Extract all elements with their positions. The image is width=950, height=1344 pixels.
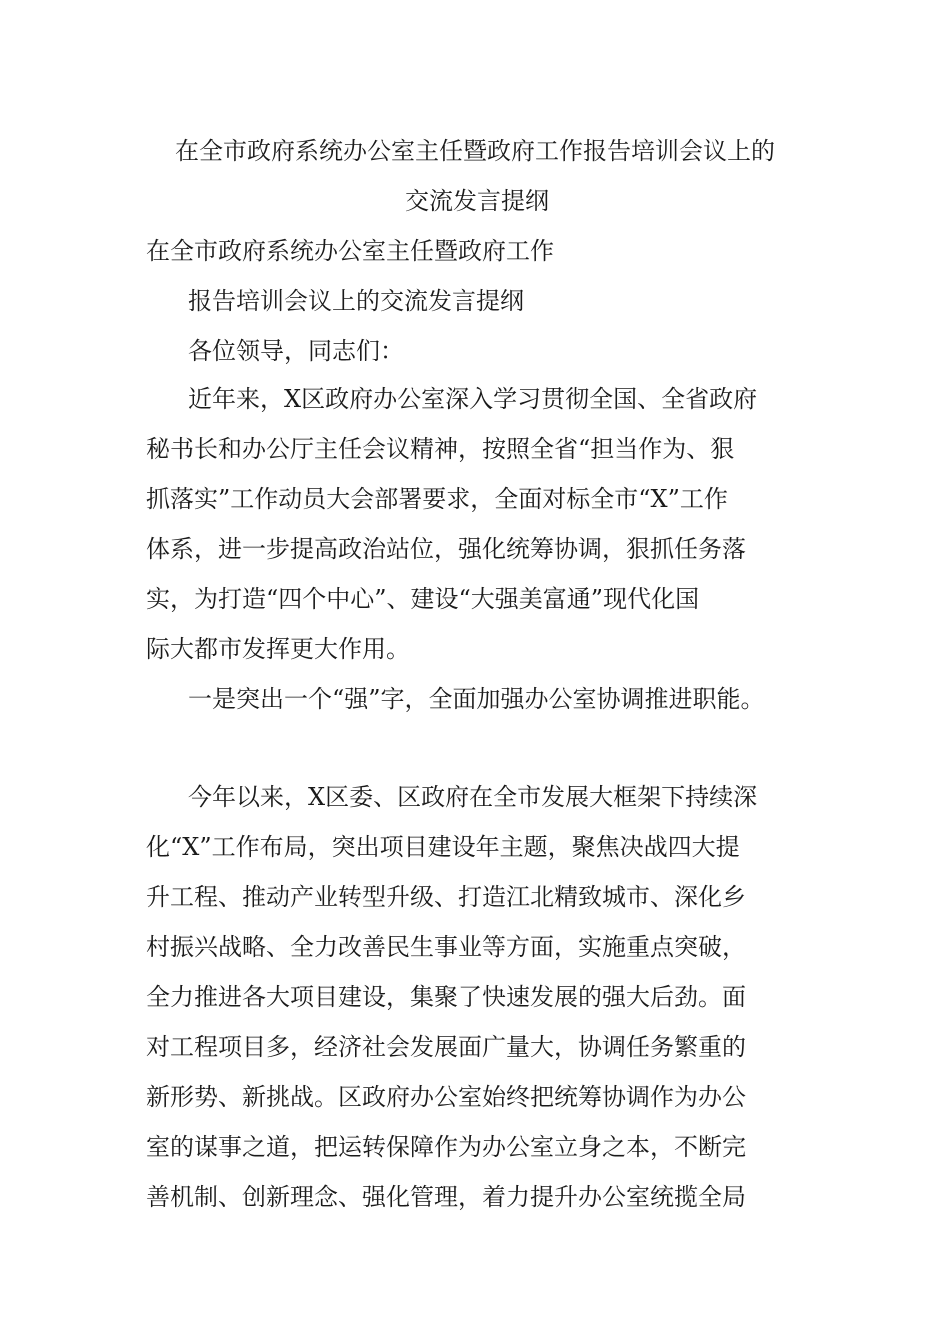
subtitle-line-1: 在全市政府系统办公室主任暨政府工作 [146,237,554,265]
paragraph-2-line: 化“X”工作布局，突出项目建设年主题，聚焦决战四大提 [146,833,740,861]
paragraph-1-line: 抓落实”工作动员大会部署要求，全面对标全市“X”工作 [146,485,728,513]
paragraph-2-line: 室的谋事之道，把运转保障作为办公室立身之本，不断完 [146,1133,746,1161]
paragraph-1-line: 实，为打造“四个中心”、建设“大强美富通”现代化国 [146,585,700,613]
paragraph-1-line: 体系，进一步提高政治站位，强化统筹协调，狠抓任务落 [146,535,746,563]
paragraph-1-line: 近年来，X区政府办公室深入学习贯彻全国、全省政府 [188,385,758,413]
subtitle-line-2: 报告培训会议上的交流发言提纲 [188,287,524,315]
paragraph-2-line: 村振兴战略、全力改善民生事业等方面，实施重点突破， [146,933,746,961]
paragraph-2-line: 善机制、创新理念、强化管理，着力提升办公室统揽全局 [146,1183,746,1211]
paragraph-1-line: 秘书长和办公厅主任会议精神，按照全省“担当作为、狠 [146,435,735,463]
document-title-line-2: 交流发言提纲 [405,187,549,215]
document-title-line-1: 在全市政府系统办公室主任暨政府工作报告培训会议上的 [175,137,775,165]
paragraph-2-line: 全力推进各大项目建设，集聚了快速发展的强大后劲。面 [146,983,746,1011]
paragraph-2-line: 新形势、新挑战。区政府办公室始终把统筹协调作为办公 [146,1083,746,1111]
paragraph-2-line: 今年以来，X区委、区政府在全市发展大框架下持续深 [188,783,758,811]
section-1-heading: 一是突出一个“强”字，全面加强办公室协调推进职能。 [188,685,765,713]
paragraph-2-line: 对工程项目多，经济社会发展面广量大，协调任务繁重的 [146,1033,746,1061]
paragraph-2-line: 升工程、推动产业转型升级、打造江北精致城市、深化乡 [146,883,746,911]
paragraph-1-line: 际大都市发挥更大作用。 [146,635,410,663]
salutation: 各位领导，同志们： [188,337,404,365]
